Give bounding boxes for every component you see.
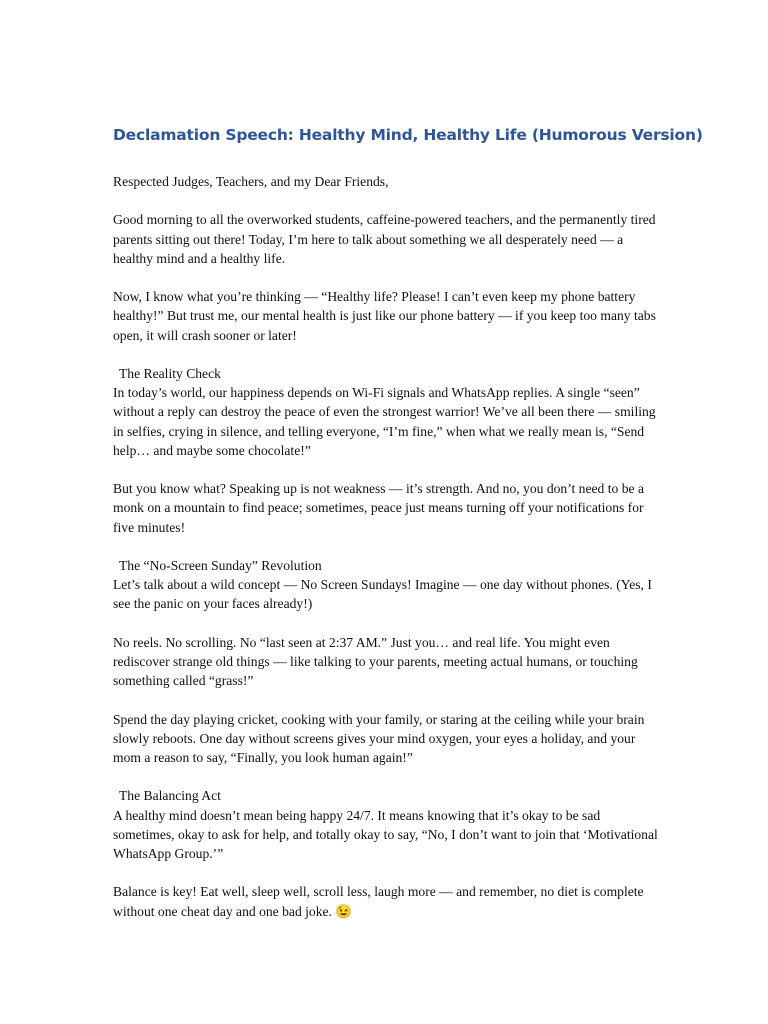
- section-body-reality-check: In today’s world, our happiness depends on Wi-Fi signals and WhatsApp replies. A single “seen” without a reply can destroy the peace of even the strongest warrior! We’ve all been there — smiling in selfies, crying in silence, and telling everyone, “I’m fine,” when what we really mean is, “Send help… and maybe some chocolate!”: [113, 385, 656, 458]
- greeting: Respected Judges, Teachers, and my Dear Friends,: [113, 174, 389, 189]
- paragraph-intro: Good morning to all the overworked students, caffeine-powered teachers, and the permanently tired parents sitting out there! Today, I’m here to talk about something we all desperately need — a healthy mind and a healthy life.: [113, 212, 656, 266]
- section-heading-balancing-act: The Balancing Act: [119, 788, 221, 804]
- paragraph-balance-is-key: Balance is key! Eat well, sleep well, scroll less, laugh more — and remember, no diet is complete without one cheat day and one bad joke. 😉: [113, 884, 644, 919]
- paragraph-no-reels: No reels. No scrolling. No “last seen at 2:37 AM.” Just you… and real life. You might even rediscover strange old things — like talking to your parents, meeting actual humans, or touching something called “grass!”: [113, 634, 638, 689]
- section-heading-reality-check: The Reality Check: [119, 365, 221, 381]
- section-body-no-screen-sunday: Let’s talk about a wild concept — No Screen Sundays! Imagine — one day without phones. (Yes, I see the panic on your faces already!): [113, 577, 652, 612]
- section-no-screen-sunday: [113, 556, 658, 614]
- section-body-balancing-act: A healthy mind doesn’t mean being happy 24/7. It means knowing that it’s okay to be sad sometimes, okay to ask for help, and totally okay to say, “No, I don’t want to join that ‘Motivational WhatsApp Group.’”: [113, 807, 658, 861]
- section-balancing-act: [113, 786, 658, 863]
- section-reality-check: [113, 364, 658, 460]
- paragraph-speaking-up: But you know what? Speaking up is not weakness — it’s strength. And no, you don’t need to be a monk on a mountain to find peace; sometimes, peace just means turning off your notifications for five minutes!: [113, 481, 644, 535]
- document-title: Declamation Speech: Healthy Mind, Healthy Life (Humorous Version): [113, 126, 703, 144]
- section-heading-no-screen-sunday: The “No-Screen Sunday” Revolution: [119, 557, 322, 573]
- paragraph-spend-the-day: Spend the day playing cricket, cooking with your family, or staring at the ceiling while your brain slowly reboots. One day without screens gives your mind oxygen, your eyes a holiday, and your mom a reason to say, “Finally, you look human again!”: [113, 711, 645, 765]
- document-page: [113, 122, 703, 940]
- paragraph-phone-battery: Now, I know what you’re thinking — “Healthy life? Please! I can’t even keep my phone battery healthy!” But trust me, our mental health is just like our phone battery — if you keep too many tabs open, it will crash sooner or later!: [113, 289, 656, 343]
